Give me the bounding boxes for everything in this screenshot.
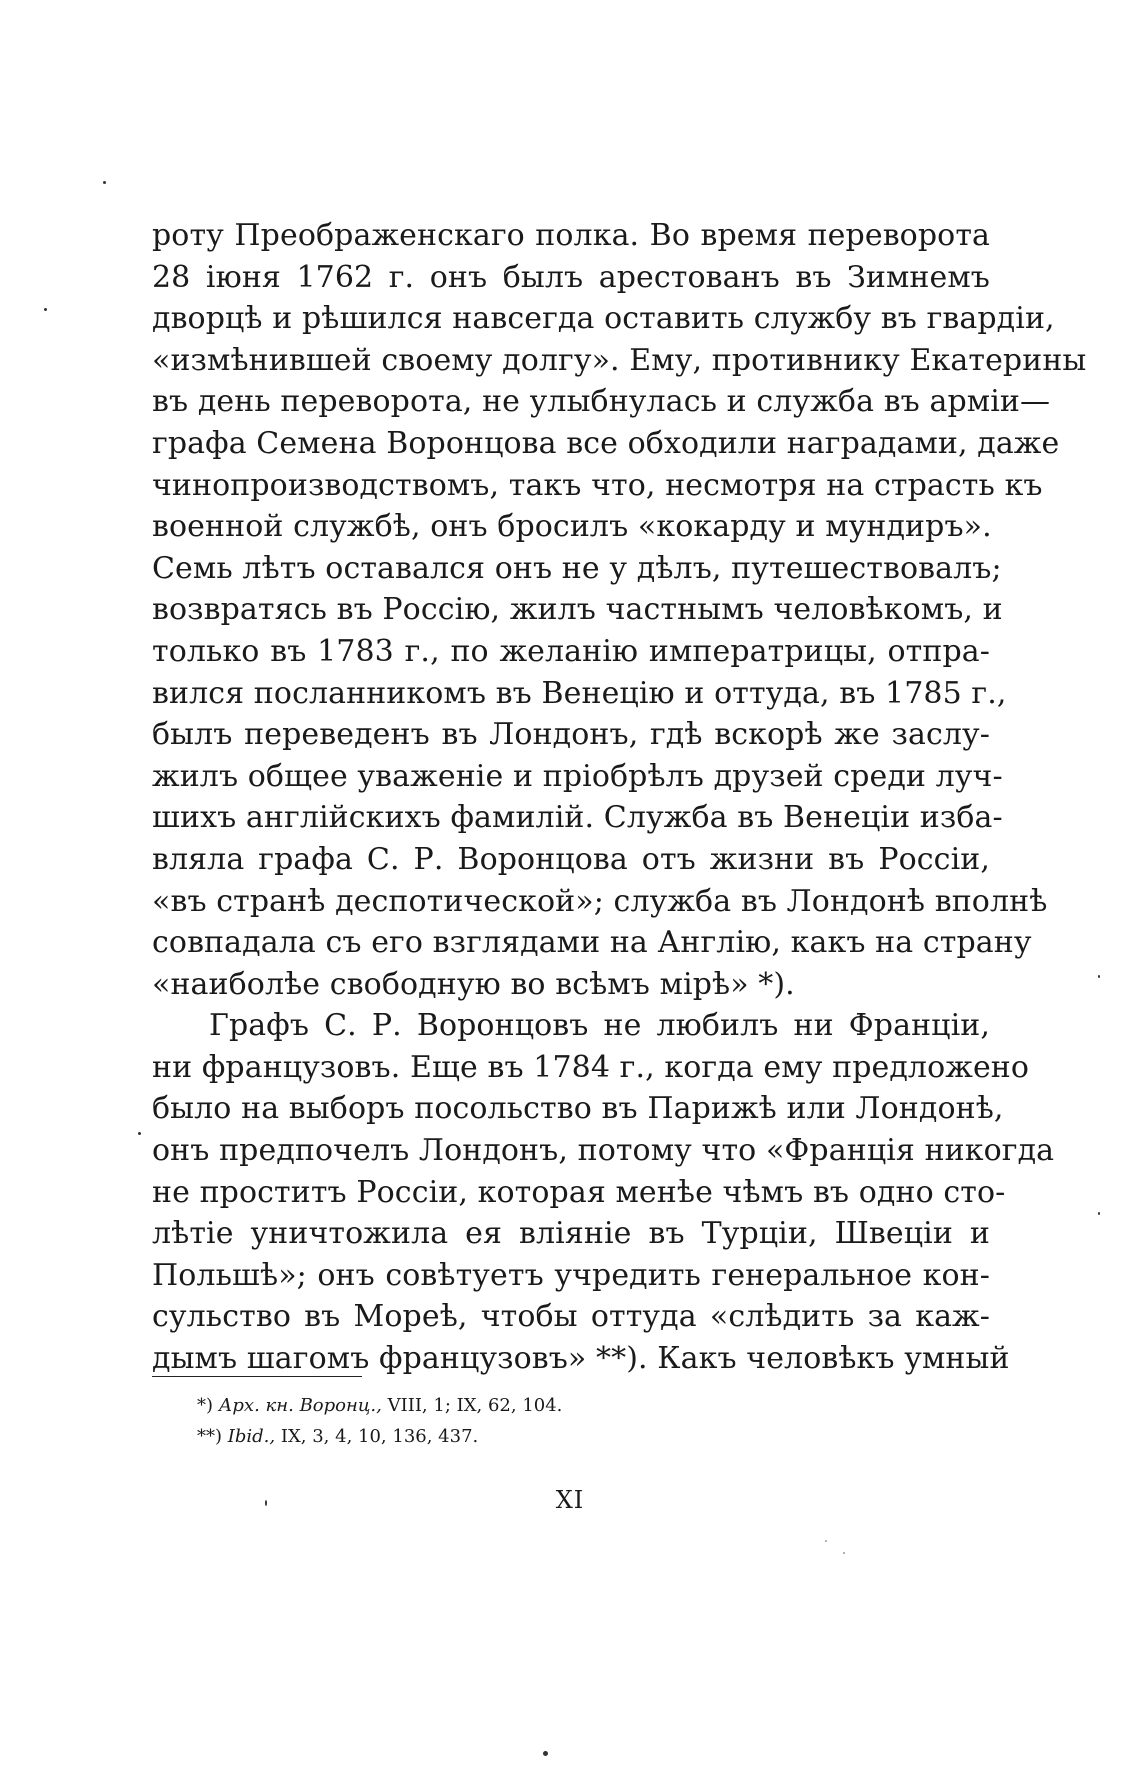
footnote-marker: **) [197,1426,223,1447]
footnote [197,1421,797,1452]
text-line: жилъ общее уваженіе и пріобрѣлъ друзей среди луч- [152,758,1003,794]
footnote-divider [152,1376,362,1377]
footnote-refs: VIII, 1; IX, 62, 104. [387,1395,563,1416]
text-line: Семь лѣтъ оставался онъ не у дѣлъ, путешествовалъ; [152,550,1002,586]
text-line: шихъ англійскихъ фамилій. Служба въ Венеціи изба- [152,800,1003,836]
main-text [152,215,1087,1380]
footnotes [197,1390,797,1452]
footnote-source: Ibid., [227,1426,276,1447]
text-line: возвратясь въ Россію, жилъ частнымъ человѣкомъ, и [152,592,1003,628]
text-line: былъ переведенъ въ Лондонъ, гдѣ вскорѣ же заслу- [152,717,990,753]
page-number: XI [555,1486,585,1514]
text-line: роту Преображенскаго полка. Во время переворота [152,218,990,253]
scan-speck [1098,975,1100,978]
text-line: только въ 1783 г., по желанію императрицы, отпра- [152,633,990,669]
scan-speck [138,1132,141,1135]
text-line: лѣтіе уничтожила ея вліяніе въ Турціи, Швеціи и [152,1216,990,1252]
text-line: чинопроизводствомъ, такъ что, несмотря на страсть къ [152,467,1043,503]
scan-speck [44,308,47,311]
text-line: военной службѣ, онъ бросилъ «кокарду и мундиръ». [152,509,992,545]
text-line: дымъ шагомъ французовъ» **). Какъ человѣкъ умный [152,1341,1010,1377]
text-line: «въ странѣ деспотической»; служба въ Лондонѣ вполнѣ [152,883,1048,919]
text-line: было на выборъ посольство въ Парижѣ или Лондонѣ, [152,1091,1004,1127]
text-line: 28 іюня 1762 г. онъ былъ арестованъ въ Зимнемъ [152,259,990,295]
scan-speck [103,181,106,184]
text-line: «наиболѣе свободную во всѣмъ мірѣ» *). [152,966,795,1002]
text-line: «измѣнившей своему долгу». Ему, противнику Екатерины [152,342,1087,378]
text-line: вился посланникомъ въ Венецію и оттуда, въ 1785 г., [152,675,1007,711]
scan-speck [843,1552,845,1554]
text-line: ни французовъ. Еще въ 1784 г., когда ему предложено [152,1049,1030,1085]
footnote-marker: *) [197,1395,214,1416]
text-line: онъ предпочелъ Лондонъ, потому что «Франція никогда [152,1133,1055,1169]
scan-speck [265,1500,267,1506]
scan-speck [1098,1212,1100,1215]
footnote [197,1390,797,1421]
text-line: Польшѣ»; онъ совѣтуетъ учредить генеральное кон- [152,1257,990,1293]
text-line: графа Семена Воронцова все обходили наградами, даже [152,425,1060,461]
scan-speck [825,1540,827,1542]
scan-speck [543,1751,548,1756]
text-line: совпадала съ его взглядами на Англію, какъ на страну [152,925,1032,961]
footnote-refs: IX, 3, 4, 10, 136, 437. [280,1426,479,1447]
text-line: въ день переворота, не улыбнулась и служба въ арміи— [152,384,1051,420]
text-line: дворцѣ и рѣшился навсегда оставить службу въ гвардіи, [152,301,1055,337]
footnote-source: Арх. кн. Воронц., [218,1395,382,1416]
text-line: не проститъ Россіи, которая менѣе чѣмъ въ одно сто- [152,1174,1006,1210]
text-line: сульство въ Мореѣ, чтобы оттуда «слѣдить за каж- [152,1299,990,1335]
text-line: вляла графа С. Р. Воронцова отъ жизни въ Россіи, [152,841,990,877]
text-line: Графъ С. Р. Воронцовъ не любилъ ни Франціи, [209,1008,990,1044]
